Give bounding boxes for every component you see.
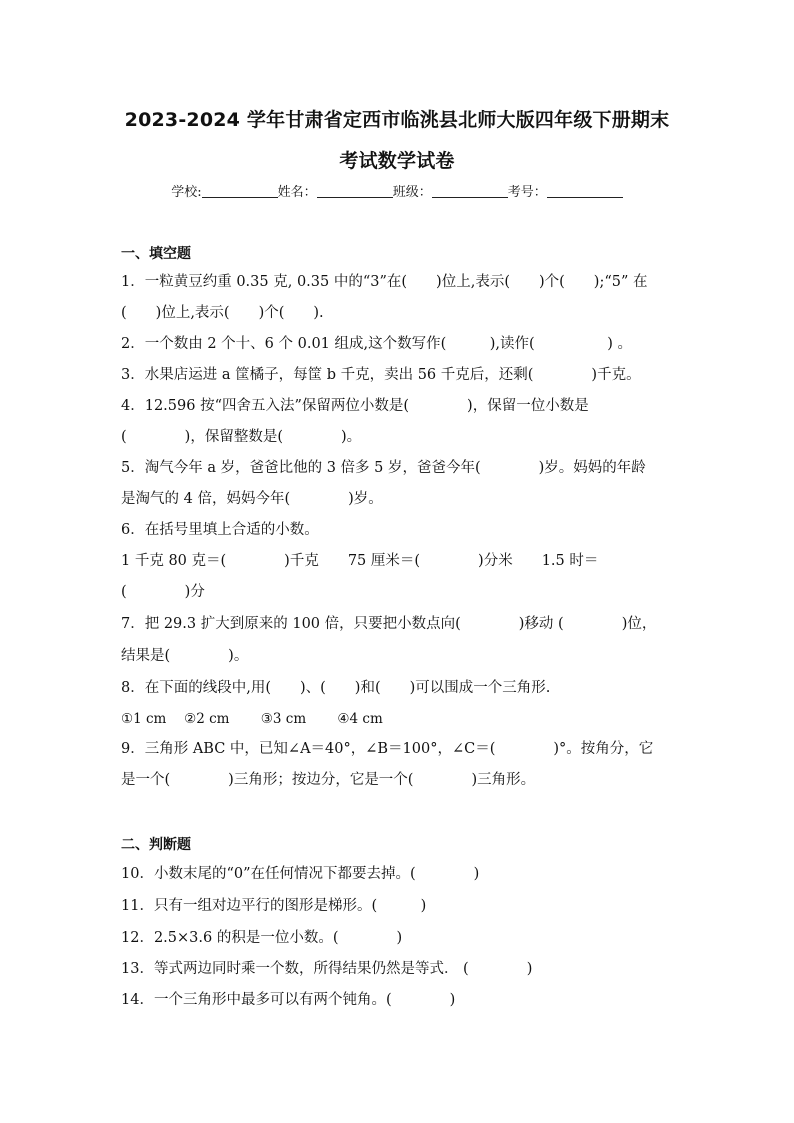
question-line: ( )位上,表示( )个( ). xyxy=(121,305,324,321)
segment-options: ①1 cm ②2 cm ③3 cm ④4 cm xyxy=(121,711,383,727)
section-heading-true-false: 二、判断题 xyxy=(121,837,191,853)
student-info-row xyxy=(0,181,794,200)
question-line: 11．只有一组对边平行的图形是梯形。( ) xyxy=(121,898,427,914)
exam-title-line1: 2023-2024 学年甘肃省定西市临洮县北师大版四年级下册期末 xyxy=(124,109,670,131)
question-line: 是淘气的 4 倍，妈妈今年( )岁。 xyxy=(121,491,383,507)
question-line: 6．在括号里填上合适的小数。 xyxy=(121,522,319,538)
question-line: 8．在下面的线段中,用( )、( )和( )可以围成一个三角形. xyxy=(121,680,551,696)
exam-number-label: 考号： xyxy=(507,185,547,200)
class-label: 班级： xyxy=(392,185,432,200)
question-line: ( )分 xyxy=(121,584,205,600)
name-blank[interactable] xyxy=(317,183,393,198)
question-line: 1．一粒黄豆约重 0.35 克, 0.35 中的“3”在( )位上,表示( )个( );“5” 在 xyxy=(121,274,648,290)
question-line: 是一个( )三角形；按边分，它是一个( )三角形。 xyxy=(121,772,536,788)
question-line: 5．淘气今年 a 岁，爸爸比他的 3 倍多 5 岁，爸爸今年( )岁。妈妈的年龄 xyxy=(121,460,646,476)
school-label: 学校: xyxy=(171,185,202,200)
exam-number-blank[interactable] xyxy=(547,183,623,198)
school-blank[interactable] xyxy=(202,183,278,198)
question-line: ( )，保留整数是( )。 xyxy=(121,429,362,445)
question-line: 12．2.5×3.6 的积是一位小数。( ) xyxy=(121,930,403,946)
question-line: 14．一个三角形中最多可以有两个钝角。( ) xyxy=(121,992,456,1008)
question-line: 9．三角形 ABC 中，已知∠A＝40°，∠B＝100°，∠C＝( )°。按角分，它 xyxy=(121,741,654,757)
question-line: 2．一个数由 2 个十、6 个 0.01 组成,这个数写作( ),读作( ) 。 xyxy=(121,336,632,352)
question-line: 结果是( )。 xyxy=(121,648,249,664)
question-line: 4．12.596 按“四舍五入法”保留两位小数是( )，保留一位小数是 xyxy=(121,398,589,414)
question-line: 13．等式两边同时乘一个数，所得结果仍然是等式． ( ) xyxy=(121,961,533,977)
question-line: 3．水果店运进 a 筐橘子，每筐 b 千克，卖出 56 千克后，还剩( )千克。 xyxy=(121,367,641,383)
exam-title-line2: 考试数学试卷 xyxy=(339,150,455,172)
class-blank[interactable] xyxy=(432,183,508,198)
section-heading-fill-blank: 一、填空题 xyxy=(121,246,191,262)
question-line: 1 千克 80 克＝( )千克 75 厘米＝( )分米 1.5 时＝ xyxy=(121,553,599,569)
question-line: 7．把 29.3 扩大到原来的 100 倍，只要把小数点向( )移动 ( )位， xyxy=(121,616,657,632)
name-label: 姓名： xyxy=(277,185,317,200)
question-line: 10．小数末尾的“0”在任何情况下都要去掉。( ) xyxy=(121,866,480,882)
